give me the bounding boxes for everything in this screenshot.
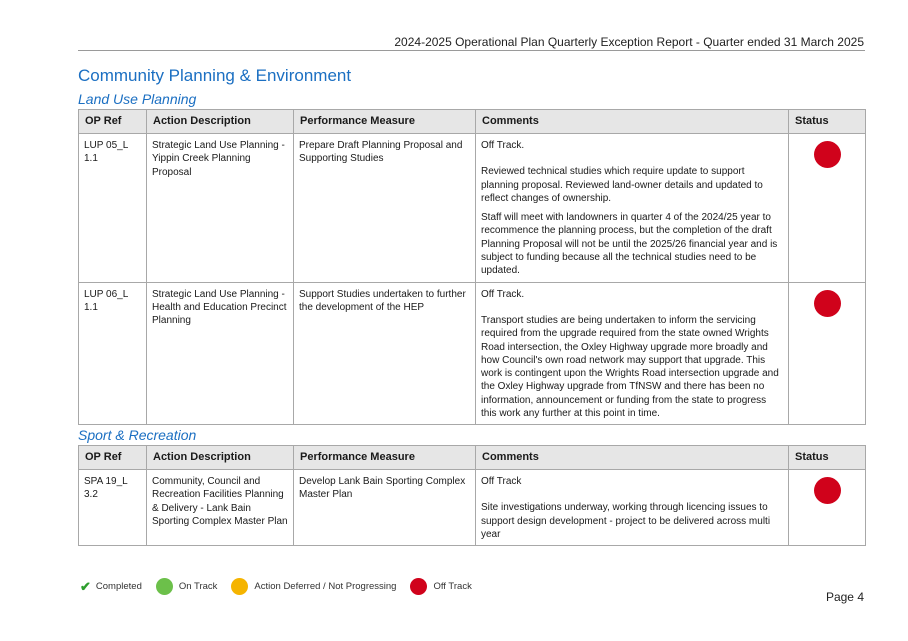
legend-item-on-track	[156, 578, 218, 595]
legend-label: Completed	[95, 581, 142, 592]
action-description-cell: Community, Council and Recreation Facilities Planning & Delivery - Lank Bain Sporting Complex Master Plan	[147, 470, 294, 546]
comment-paragraph: Staff will meet with landowners in quarter 4 of the 2024/25 year to recommence the planning process, but the completion of the draft Planning Proposal will not be until the 2025/26 financial year and is subject to funding because all the technical studies need to be updated.	[481, 212, 778, 277]
status-cell	[789, 134, 866, 283]
comment-status-text: Off Track.	[481, 140, 525, 151]
subsection-title-sport: Sport & Recreation	[78, 427, 197, 443]
comment-status-text: Off Track	[481, 476, 522, 487]
legend-item-off-track	[410, 578, 471, 595]
header-divider	[78, 50, 865, 51]
column-header-status: Status	[789, 446, 866, 470]
comment-paragraph: Transport studies are being undertaken to inform the servicing required from the upgrade required from the state owned Wrights Road intersection, the Oxley Highway upgrade more broadly and how Council's own road network may support that upgrade. This work is contingent upon the Wrights Road intersection upgrade and the Oxley Highway upgrade from TfNSW and there has been no information, announcement or funding from the state to progress this work any further at this point in time.	[481, 314, 779, 420]
legend-label: Off Track	[433, 581, 472, 592]
op-ref-cell: LUP 05_L 1.1	[79, 134, 147, 283]
comments-cell	[476, 470, 789, 546]
op-ref-cell: LUP 06_L 1.1	[79, 282, 147, 425]
column-header-measure: Performance Measure	[294, 110, 476, 134]
land-use-planning-table	[78, 109, 866, 425]
page-number: Page 4	[825, 590, 864, 604]
red-dot-icon	[410, 578, 427, 595]
status-cell	[789, 470, 866, 546]
column-header-op-ref: OP Ref	[79, 446, 147, 470]
table-header-row	[79, 110, 866, 134]
table-row	[79, 470, 866, 546]
off-track-status-icon	[814, 477, 841, 504]
comment-paragraph: Reviewed technical studies which require update to support planning proposal. Reviewed land-owner details and updated to reflect changes of ownership.	[481, 166, 763, 204]
table-row	[79, 282, 866, 425]
column-header-action: Action Description	[147, 446, 294, 470]
comments-cell	[476, 134, 789, 283]
status-cell	[789, 282, 866, 425]
sport-recreation-table	[78, 445, 866, 546]
action-description-cell: Strategic Land Use Planning - Health and Education Precinct Planning	[147, 282, 294, 425]
column-header-status: Status	[789, 110, 866, 134]
off-track-status-icon	[814, 141, 841, 168]
performance-measure-cell: Support Studies undertaken to further the development of the HEP	[294, 282, 476, 425]
column-header-comments: Comments	[476, 110, 789, 134]
legend-item-deferred	[231, 578, 396, 595]
comment-paragraph: Site investigations underway, working through licencing issues to support design development - project to be delivered across multi year	[481, 502, 771, 540]
green-dot-icon	[156, 578, 173, 595]
table-header-row	[79, 446, 866, 470]
status-legend	[80, 578, 486, 595]
column-header-comments: Comments	[476, 446, 789, 470]
subsection-title-land-use: Land Use Planning	[78, 91, 197, 107]
op-ref-cell: SPA 19_L 3.2	[79, 470, 147, 546]
report-header-title: 2024-2025 Operational Plan Quarterly Exception Report - Quarter ended 31 March 2025	[394, 35, 864, 49]
section-title: Community Planning & Environment	[78, 66, 352, 85]
column-header-measure: Performance Measure	[294, 446, 476, 470]
performance-measure-cell: Prepare Draft Planning Proposal and Supporting Studies	[294, 134, 476, 283]
table-row	[79, 134, 866, 283]
comment-status-text: Off Track.	[481, 288, 525, 300]
comments-cell	[476, 282, 789, 425]
performance-measure-cell: Develop Lank Bain Sporting Complex Master Plan	[294, 470, 476, 546]
legend-item-completed	[80, 579, 142, 595]
check-icon: ✔	[80, 578, 91, 594]
column-header-action: Action Description	[147, 110, 294, 134]
action-description-cell: Strategic Land Use Planning - Yippin Creek Planning Proposal	[147, 134, 294, 283]
column-header-op-ref: OP Ref	[79, 110, 147, 134]
off-track-status-icon	[814, 290, 841, 317]
amber-dot-icon	[231, 578, 248, 595]
legend-label: On Track	[178, 581, 218, 592]
legend-label: Action Deferred / Not Progressing	[254, 581, 397, 592]
